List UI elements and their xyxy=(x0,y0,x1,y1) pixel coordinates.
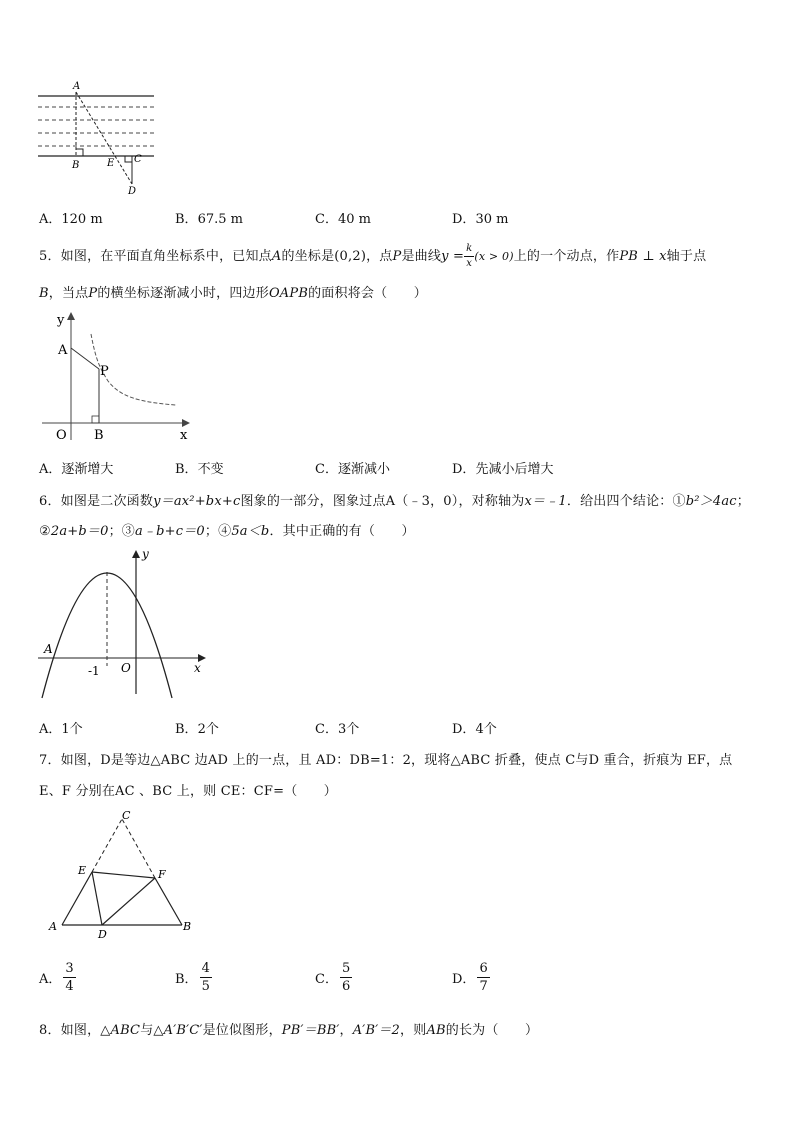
q7-option-a[interactable]: A． $\frac{3}{4}$ xyxy=(39,961,74,994)
q6-option-d[interactable]: D．4个 xyxy=(452,722,497,737)
q7-stem-line2: E、F 分别在AC 、BC 上，则 CE：CF=（ ） xyxy=(39,784,338,799)
q5-stem-line2: B，当点P的横坐标逐渐减小时，四边形OAPB的面积将会（ ） xyxy=(39,286,427,301)
q4-option-b[interactable]: B．67.5 m xyxy=(175,212,243,227)
axis-minus-one-label: -1 xyxy=(88,664,100,678)
point-a-label: A xyxy=(44,642,53,656)
point-e-label: E xyxy=(78,864,87,877)
q5-option-c[interactable]: C．逐渐减小 xyxy=(315,462,390,477)
q5-option-d[interactable]: D．先减小后增大 xyxy=(452,462,554,477)
origin-label: O xyxy=(121,661,131,675)
q8-stem: 8．如图，△ABC与△A′B′C′是位似图形，PB′＝BB′，A′B′＝2，则AB的长为（ ） xyxy=(39,1023,539,1038)
q4-option-d[interactable]: D．30 m xyxy=(452,212,509,227)
axis-y-label: y xyxy=(57,313,65,328)
label-a: A xyxy=(73,81,81,92)
triangle-fold-figure xyxy=(44,806,204,942)
label-b: B xyxy=(72,160,80,171)
vertex-c-label: C xyxy=(122,809,131,822)
point-a-label: A xyxy=(58,343,68,358)
q5-option-a[interactable]: A．逐渐增大 xyxy=(39,462,114,477)
point-b-label: B xyxy=(94,428,104,443)
axis-y-label: y xyxy=(142,547,149,561)
q6-option-a[interactable]: A．1个 xyxy=(39,722,83,737)
label-e: E xyxy=(107,158,115,169)
q7-option-b[interactable]: B． $\frac{4}{5}$ xyxy=(175,961,210,994)
river-figure xyxy=(36,78,158,196)
point-p-label: P xyxy=(100,364,109,379)
label-d: D xyxy=(128,186,137,196)
q5-stem-line1: 5．如图，在平面直角坐标系中，已知点A的坐标是(0,2)，点P是曲线y = $\frac{k}{x}$ (x > 0)上的一个动点，作PB ⊥ x轴于点 xyxy=(39,243,707,269)
hyperbola-figure xyxy=(40,306,200,446)
q7-option-d[interactable]: D． $\frac{6}{7}$ xyxy=(452,961,488,994)
parabola-figure xyxy=(36,544,216,704)
q6-option-b[interactable]: B．2个 xyxy=(175,722,219,737)
q5-option-b[interactable]: B．不变 xyxy=(175,462,224,477)
q7-option-c[interactable]: C． $\frac{5}{6}$ xyxy=(315,961,351,994)
q6-stem-line1: 6．如图是二次函数y＝ax²+bx+c图象的一部分，图象过点A（﹣3，0），对称轴为x＝﹣1．给出四个结论：①b²＞4ac； xyxy=(39,494,750,509)
q4-option-c[interactable]: C．40 m xyxy=(315,212,371,227)
q7-stem-line1: 7．如图，D是等边△ABC 边AD 上的一点，且 AD：DB=1：2，现将△ABC 折叠，使点 C与D 重合，折痕为 EF，点 xyxy=(39,753,733,768)
point-f-label: F xyxy=(158,868,166,881)
point-d-label: D xyxy=(98,928,107,941)
label-c: C xyxy=(134,154,142,165)
vertex-a-label: A xyxy=(49,920,57,933)
k-over-x-fraction: $\frac{k}{x}$ xyxy=(466,243,473,269)
vertex-b-label: B xyxy=(183,920,192,933)
q4-option-a[interactable]: A．120 m xyxy=(39,212,103,227)
axis-x-label: x xyxy=(194,661,201,675)
q6-stem-line2: ②2a+b＝0；③a﹣b+c＝0；④5a＜b．其中正确的有（ ） xyxy=(39,524,415,539)
axis-x-label: x xyxy=(180,428,188,443)
q6-option-c[interactable]: C．3个 xyxy=(315,722,360,737)
origin-label: O xyxy=(56,428,67,443)
